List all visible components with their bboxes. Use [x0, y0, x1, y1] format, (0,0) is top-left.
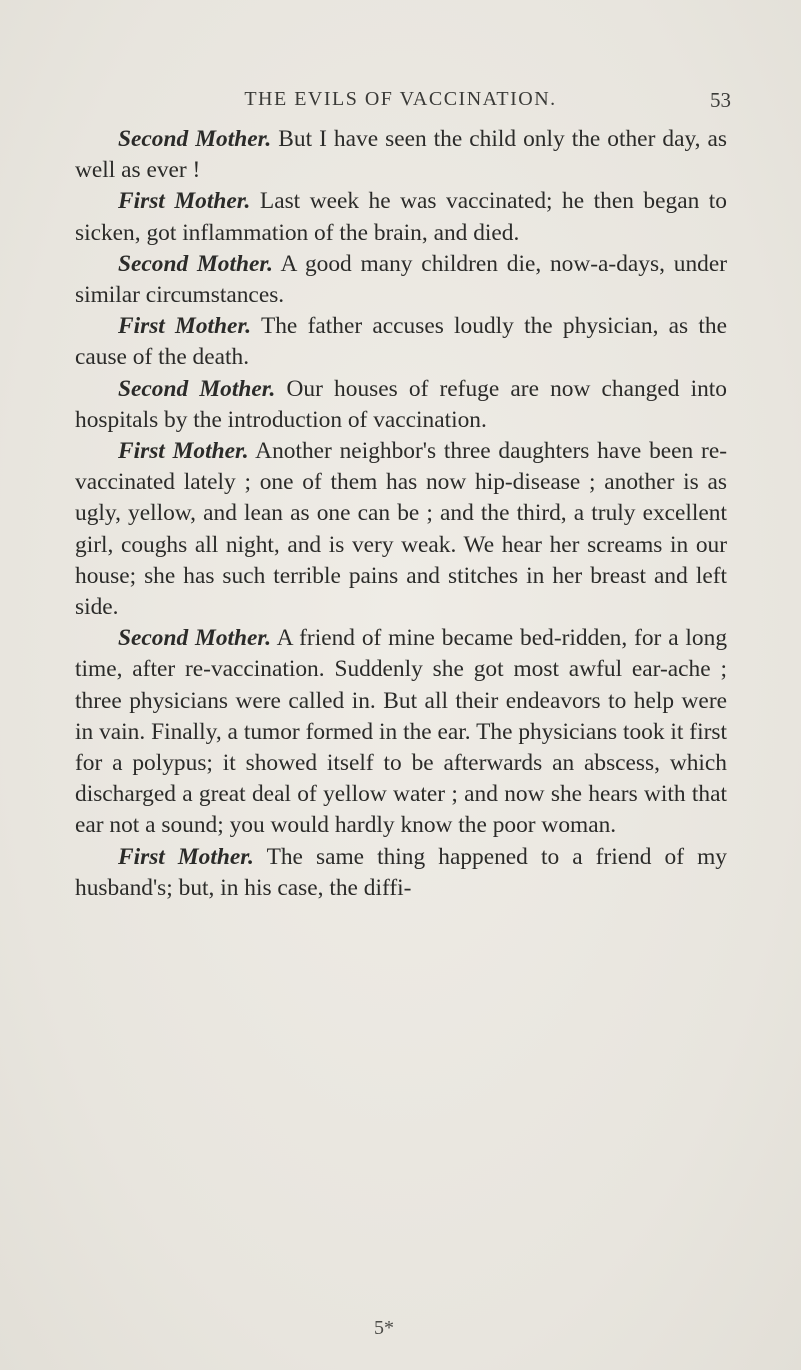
dialogue-text: Our houses of refuge are now changed into hospitals by the introduction of vaccination.: [75, 375, 727, 433]
dialogue-paragraph: [75, 374, 727, 436]
dialogue-paragraph: [75, 623, 727, 841]
dialogue-text: A good many children die, now-a-days, under similar circumstances.: [75, 250, 728, 309]
dialogue-paragraph: [75, 249, 727, 311]
dialogue-paragraph: [75, 124, 727, 186]
signature-mark: 5*: [374, 1317, 394, 1339]
dialogue-body: [75, 124, 727, 904]
page-header: [0, 88, 801, 118]
dialogue-paragraph: [75, 842, 727, 904]
speaker-label: Second Mother.: [118, 250, 274, 277]
speaker-label: First Mother.: [118, 438, 249, 465]
speaker-label: First Mother.: [118, 313, 252, 340]
dialogue-paragraph: [75, 186, 727, 248]
dialogue-text: But I have seen the child only the other day, as well as ever !: [75, 126, 727, 184]
speaker-label: First Mother.: [118, 843, 254, 870]
dialogue-text: A friend of mine became bed-ridden, for a long time, after re-vaccination. Suddenly she got most awful ear-ache ; three physicians were called in. But all their endeavors to help were in vain. Finally, a tumor formed in the ear. The physicians took it first for a polypus; it showed itself to be afterwards an abscess, which discharged a great deal of yellow water ; and now she hears with that ear not a sound; you would hardly know the poor woman.: [75, 625, 728, 839]
dialogue-paragraph: [75, 311, 727, 373]
speaker-label: Second Mother.: [118, 375, 276, 402]
speaker-label: Second Mother.: [118, 126, 272, 152]
page-number: 53: [710, 88, 731, 112]
dialogue-paragraph: [75, 436, 727, 623]
running-title: THE EVILS OF VACCINATION.: [244, 88, 557, 110]
speaker-label: Second Mother.: [118, 625, 272, 652]
dialogue-text: Another neighbor's three daughters have been re-vaccinated lately ; one of them has now hip-disease ; another is as ugly, yellow, and lean as one can be ; and the third, a truly excellent girl, coughs all night, and is very weak. We hear her screams in our house; she has such terrible pains and stitches in her breast and left side.: [75, 438, 728, 621]
dialogue-text: Last week he was vaccinated; he then began to sicken, got inflammation of the brain, and died.: [75, 188, 727, 246]
dialogue-text: The father accuses loudly the physician, as the cause of the death.: [75, 313, 727, 371]
dialogue-text: The same thing happened to a friend of my husband's; but, in his case, the diffi-: [75, 843, 727, 901]
speaker-label: First Mother.: [118, 188, 251, 215]
